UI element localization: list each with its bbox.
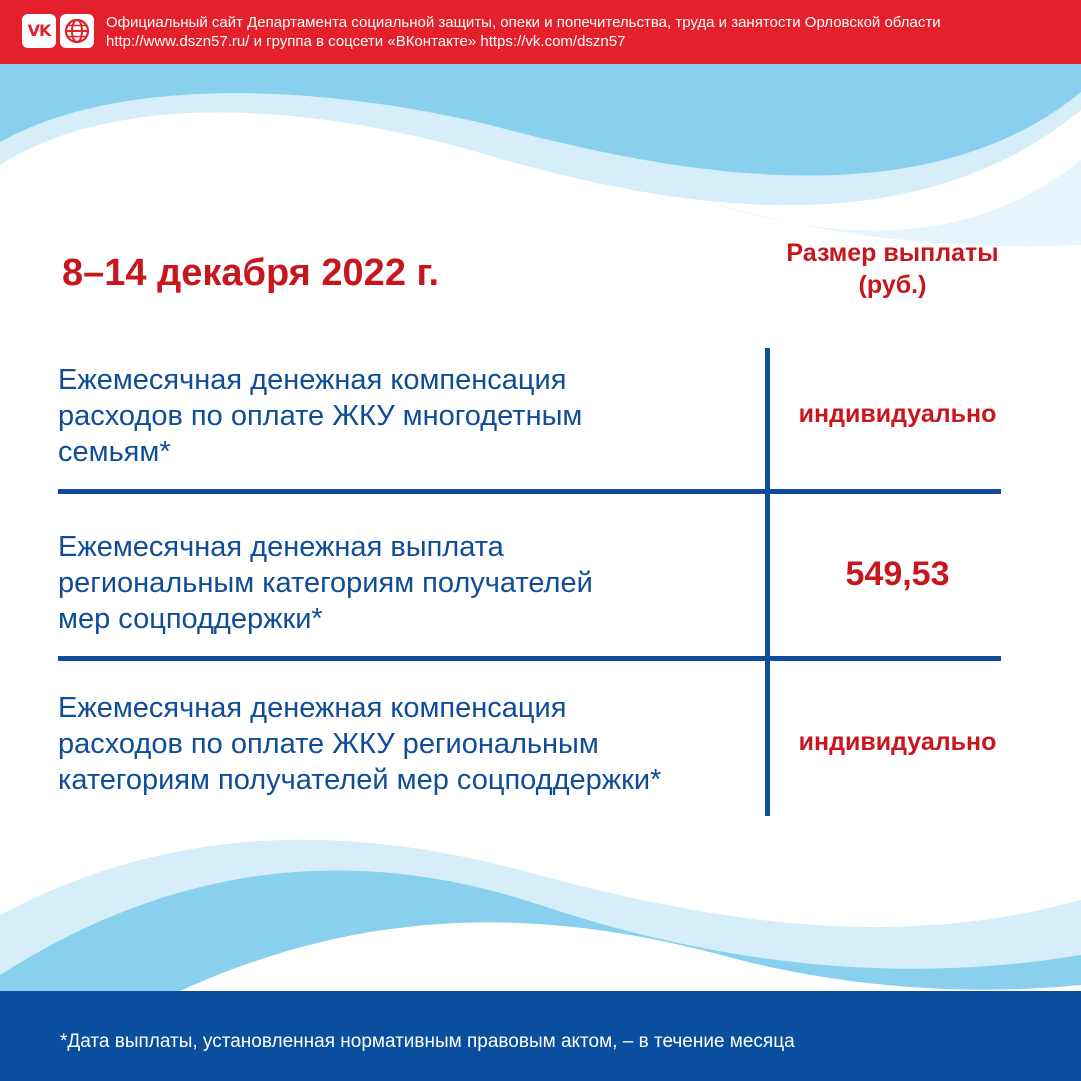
row-2-line-2: региональным категориям получателей bbox=[58, 567, 593, 599]
row-1-line-3: семьям* bbox=[58, 436, 171, 468]
row-1-line-1: Ежемесячная денежная компенсация bbox=[58, 364, 567, 396]
column-header-line-2: (руб.) bbox=[858, 271, 927, 299]
payment-row-1-amount: индивидуально bbox=[798, 400, 997, 428]
column-header-line-1: Размер выплаты bbox=[786, 239, 999, 267]
row-3-line-1: Ежемесячная денежная компенсация bbox=[58, 692, 567, 724]
vk-logo-text: VK bbox=[27, 21, 51, 40]
payment-row-3-label bbox=[58, 690, 758, 798]
header-links[interactable]: http://www.dszn57.ru/ и группа в соцсети «ВКонтакте» https://vk.com/dszn57 bbox=[106, 33, 626, 50]
payment-row-1-label bbox=[58, 362, 758, 470]
payment-row-2-label bbox=[58, 529, 758, 637]
column-header bbox=[760, 237, 1025, 301]
row-3-line-2: расходов по оплате ЖКУ региональным bbox=[58, 728, 599, 760]
header-site-title: Официальный сайт Департамента социальной защиты, опеки и попечительства, труда и занятости Орловской области bbox=[106, 14, 941, 31]
payment-row-3-amount: индивидуально bbox=[798, 728, 997, 756]
table-row-divider-2 bbox=[58, 656, 1001, 661]
globe-icon[interactable] bbox=[60, 14, 94, 48]
header-bar bbox=[0, 0, 1081, 64]
vk-icon[interactable] bbox=[22, 14, 56, 48]
row-3-line-3: категориям получателей мер соцподдержки* bbox=[58, 764, 662, 796]
table-row-divider-1 bbox=[58, 489, 1001, 494]
row-2-line-1: Ежемесячная денежная выплата bbox=[58, 531, 504, 563]
payment-row-2-amount: 549,53 bbox=[845, 555, 950, 593]
row-2-line-3: мер соцподдержки* bbox=[58, 603, 323, 635]
row-1-line-2: расходов по оплате ЖКУ многодетным bbox=[58, 400, 583, 432]
page-title: 8–14 декабря 2022 г. bbox=[62, 252, 440, 294]
footer-note: *Дата выплаты, установленная нормативным правовым актом, – в течение месяца bbox=[60, 1031, 795, 1052]
